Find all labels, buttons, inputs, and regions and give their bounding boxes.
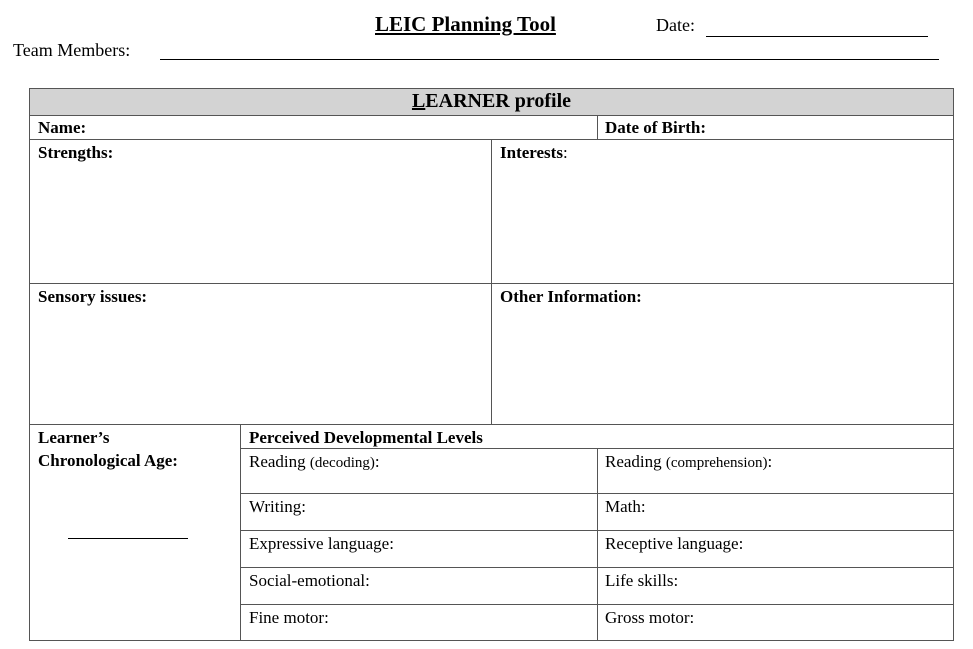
reading-decoding-word: Reading [249, 452, 306, 471]
date-of-birth-label: Date of Birth: [605, 118, 707, 137]
document-title: LEIC Planning Tool [375, 12, 556, 36]
reading-comprehension-colon: : [767, 452, 773, 471]
col-divider-levels [597, 448, 598, 641]
learner-profile-title-initial: L [411, 90, 426, 112]
math-label: Math: [605, 497, 646, 516]
developmental-levels-title: Perceived Developmental Levels [249, 428, 483, 447]
reading-comprehension-word: Reading [605, 452, 662, 471]
chronological-age-label-line2: Chronological Age: [38, 451, 178, 470]
reading-decoding-colon: : [374, 452, 380, 471]
date-field-line[interactable] [706, 36, 928, 37]
other-information-label: Other Information: [500, 287, 642, 306]
reading-decoding-note: (decoding) [309, 455, 375, 471]
name-label: Name: [38, 118, 87, 137]
team-members-label: Team Members: [13, 40, 131, 60]
reading-comprehension-note: (comprehension) [665, 455, 768, 471]
learner-profile-title [30, 90, 953, 113]
fine-motor-label: Fine motor: [249, 608, 329, 627]
interests-colon: : [562, 143, 568, 162]
interests-label-wrap [500, 143, 568, 163]
expressive-language-label: Expressive language: [249, 534, 394, 553]
row-divider-header [29, 115, 954, 116]
strengths-label: Strengths: [38, 143, 114, 162]
gross-motor-label: Gross motor: [605, 608, 695, 627]
writing-label: Writing: [249, 497, 306, 516]
col-divider-name-dob [597, 115, 598, 139]
receptive-language-label: Receptive language: [605, 534, 744, 553]
col-divider-age [240, 424, 241, 641]
life-skills-label: Life skills: [605, 571, 679, 590]
learner-profile-title-rest: EARNER profile [425, 90, 572, 112]
chronological-age-label-line1: Learner’s [38, 428, 110, 447]
team-members-field-line[interactable] [160, 59, 939, 60]
row-divider-sensory [29, 424, 954, 425]
col-divider-profile [491, 139, 492, 424]
social-emotional-label: Social-emotional: [249, 571, 370, 590]
date-label: Date: [656, 15, 695, 35]
sensory-issues-label: Sensory issues: [38, 287, 148, 306]
interests-label: Interests [500, 143, 563, 162]
reading-decoding-label [249, 452, 380, 472]
reading-comprehension-label [605, 452, 772, 472]
chronological-age-field-line[interactable] [68, 538, 188, 539]
